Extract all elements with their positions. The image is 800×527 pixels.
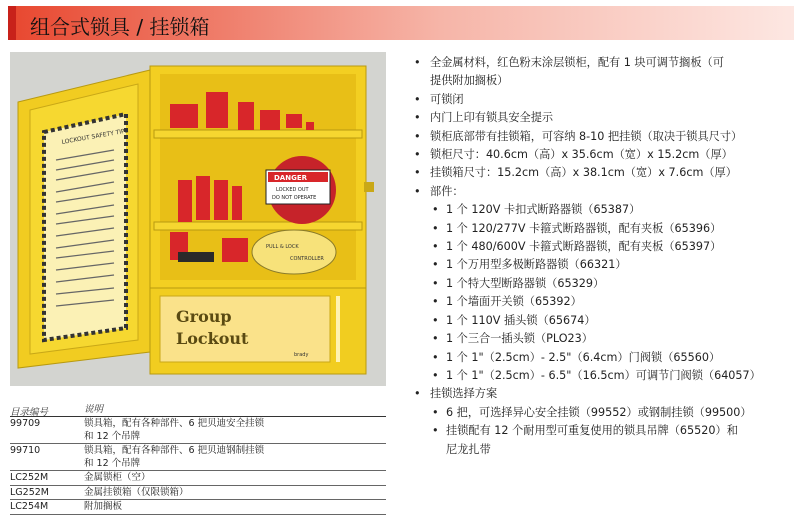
bullet-icon: • <box>432 276 439 290</box>
box-text-line-1: Group <box>176 307 232 326</box>
feature-item <box>412 54 794 72</box>
table-row <box>10 471 386 486</box>
row-desc <box>84 471 386 485</box>
row-desc-line: 附加搁板 <box>84 501 123 512</box>
bullet-icon: • <box>414 56 421 69</box>
table-row <box>10 417 386 444</box>
feature-item <box>412 275 794 293</box>
feature-item <box>412 293 794 311</box>
feature-text: 1 个 1"（2.5cm）- 2.5"（6.4cm）门阀锁（65560） <box>446 350 721 364</box>
row-code: LC252M <box>10 472 49 483</box>
feature-item <box>412 238 794 256</box>
bullet-icon: • <box>432 405 439 419</box>
feature-text: 可锁闭 <box>430 92 464 106</box>
feature-item <box>412 422 794 440</box>
brand-mark: brady <box>294 352 309 358</box>
row-code: LC254M <box>10 501 49 512</box>
row-desc-line: 锁具箱，配有各种部件、6 把贝迪钢制挂锁 <box>84 445 265 456</box>
row-desc <box>84 417 386 443</box>
feature-text: 1 个 480/600V 卡箍式断路器锁，配有夹板（65397） <box>446 240 722 254</box>
feature-text: 挂锁配有 12 个耐用型可重复使用的锁具吊牌（65520）和 <box>446 424 738 438</box>
catalog-table <box>10 403 386 515</box>
feature-item <box>412 312 794 330</box>
bullet-icon: • <box>432 203 439 217</box>
feature-text: 1 个 1"（2.5cm）- 6.5"（16.5cm）可调节门阀锁（64057） <box>446 368 761 382</box>
feature-text: 尼龙扎带 <box>446 442 491 456</box>
feature-list <box>412 54 794 459</box>
bullet-icon: • <box>432 424 439 438</box>
bullet-icon: • <box>432 313 439 327</box>
bullet-icon: • <box>432 368 439 382</box>
bullet-icon: • <box>432 221 439 235</box>
feature-item <box>412 164 794 182</box>
feature-item <box>412 72 794 90</box>
page-title: 组合式锁具 / 挂锁箱 <box>30 15 210 39</box>
feature-text: 1 个 120/277V 卡箍式断路器锁，配有夹板（65396） <box>446 221 722 235</box>
row-code: 99709 <box>10 418 41 429</box>
bullet-icon: • <box>414 166 421 180</box>
bullet-icon: • <box>414 92 421 106</box>
feature-text: 锁柜尺寸：40.6cm（高）x 35.6cm（宽）x 15.2cm（厚） <box>430 148 733 162</box>
feature-text: 6 把，可选择异心安全挂锁（99552）或钢制挂锁（99500） <box>446 405 752 419</box>
feature-text: 1 个墙面开关锁（65392） <box>446 295 582 309</box>
bullet-icon: • <box>414 184 421 198</box>
cabinet-illustration <box>10 52 386 386</box>
row-desc <box>84 486 386 500</box>
bullet-icon: • <box>414 148 421 162</box>
feature-text: 部件： <box>430 184 464 198</box>
bullet-icon: • <box>414 387 421 401</box>
header-code: 目录编号 <box>10 407 49 418</box>
feature-item <box>412 349 794 367</box>
pouch-text-2: CONTROLLER <box>290 256 324 262</box>
danger-label: DANGER <box>274 174 308 182</box>
bullet-icon: • <box>414 111 421 125</box>
feature-text: 1 个特大型断路器锁（65329） <box>446 276 605 290</box>
row-desc-line: 金属挂锁箱（仅限锁箱） <box>84 486 189 498</box>
feature-item <box>412 441 794 459</box>
pouch-text-1: PULL & LOCK <box>266 244 299 250</box>
feature-item <box>412 256 794 274</box>
bullet-icon: • <box>414 129 421 143</box>
feature-item <box>412 330 794 348</box>
feature-item <box>412 183 794 201</box>
row-desc-line: 锁具箱，配有各种部件、6 把贝迪安全挂锁 <box>84 418 265 429</box>
feature-text: 锁柜底部带有挂锁箱，可容纳 8-10 把挂锁（取决于锁具尺寸） <box>430 129 743 143</box>
feature-text: 1 个万用型多极断路器锁（66321） <box>446 258 627 272</box>
bullet-icon: • <box>432 240 439 254</box>
header-desc: 说明 <box>84 404 104 415</box>
title-bar <box>8 6 794 40</box>
feature-text: 1 个 120V 卡扣式断路器锁（65387） <box>446 203 641 217</box>
row-desc-line: 和 12 个吊牌 <box>84 430 141 442</box>
feature-text: 1 个 110V 插头锁（65674） <box>446 313 596 327</box>
bullet-icon: • <box>432 350 439 364</box>
feature-item <box>412 91 794 109</box>
feature-text: 内门上印有锁具安全提示 <box>430 111 554 125</box>
bullet-icon: • <box>432 332 439 346</box>
table-row <box>10 500 386 515</box>
bullet-icon: • <box>432 258 439 272</box>
feature-item <box>412 128 794 146</box>
feature-item <box>412 109 794 127</box>
product-photo <box>10 52 386 386</box>
row-desc-line: 金属锁柜（空） <box>84 472 151 483</box>
danger-line-2: DO NOT OPERATE <box>272 195 317 201</box>
table-header <box>10 403 386 417</box>
feature-item <box>412 146 794 164</box>
feature-text: 提供附加搁板） <box>430 74 509 88</box>
feature-item <box>412 367 794 385</box>
title-accent <box>8 6 16 40</box>
row-desc <box>84 500 386 514</box>
row-desc-line: 和 12 个吊牌 <box>84 457 141 469</box>
box-text-line-2: Lockout <box>176 329 249 348</box>
row-code: LG252M <box>10 486 49 498</box>
bullet-icon: • <box>432 295 439 309</box>
feature-text: 挂锁箱尺寸：15.2cm（高）x 38.1cm（宽）x 7.6cm（厚） <box>430 166 737 180</box>
row-desc <box>84 444 386 470</box>
door-tag: LOCKOUT SAFETY TIPS <box>61 127 130 146</box>
feature-text: 1 个三合一插头锁（PLO23） <box>446 332 593 346</box>
danger-line-1: LOCKED OUT <box>276 187 309 193</box>
table-row <box>10 486 386 501</box>
feature-text: 挂锁选择方案 <box>430 387 498 401</box>
feature-item <box>412 201 794 219</box>
feature-item <box>412 385 794 403</box>
feature-text: 全金属材料，红色粉末涂层锁柜，配有 1 块可调节搁板（可 <box>430 56 724 69</box>
feature-item <box>412 404 794 422</box>
feature-item <box>412 220 794 238</box>
row-code: 99710 <box>10 445 41 456</box>
table-row <box>10 444 386 471</box>
